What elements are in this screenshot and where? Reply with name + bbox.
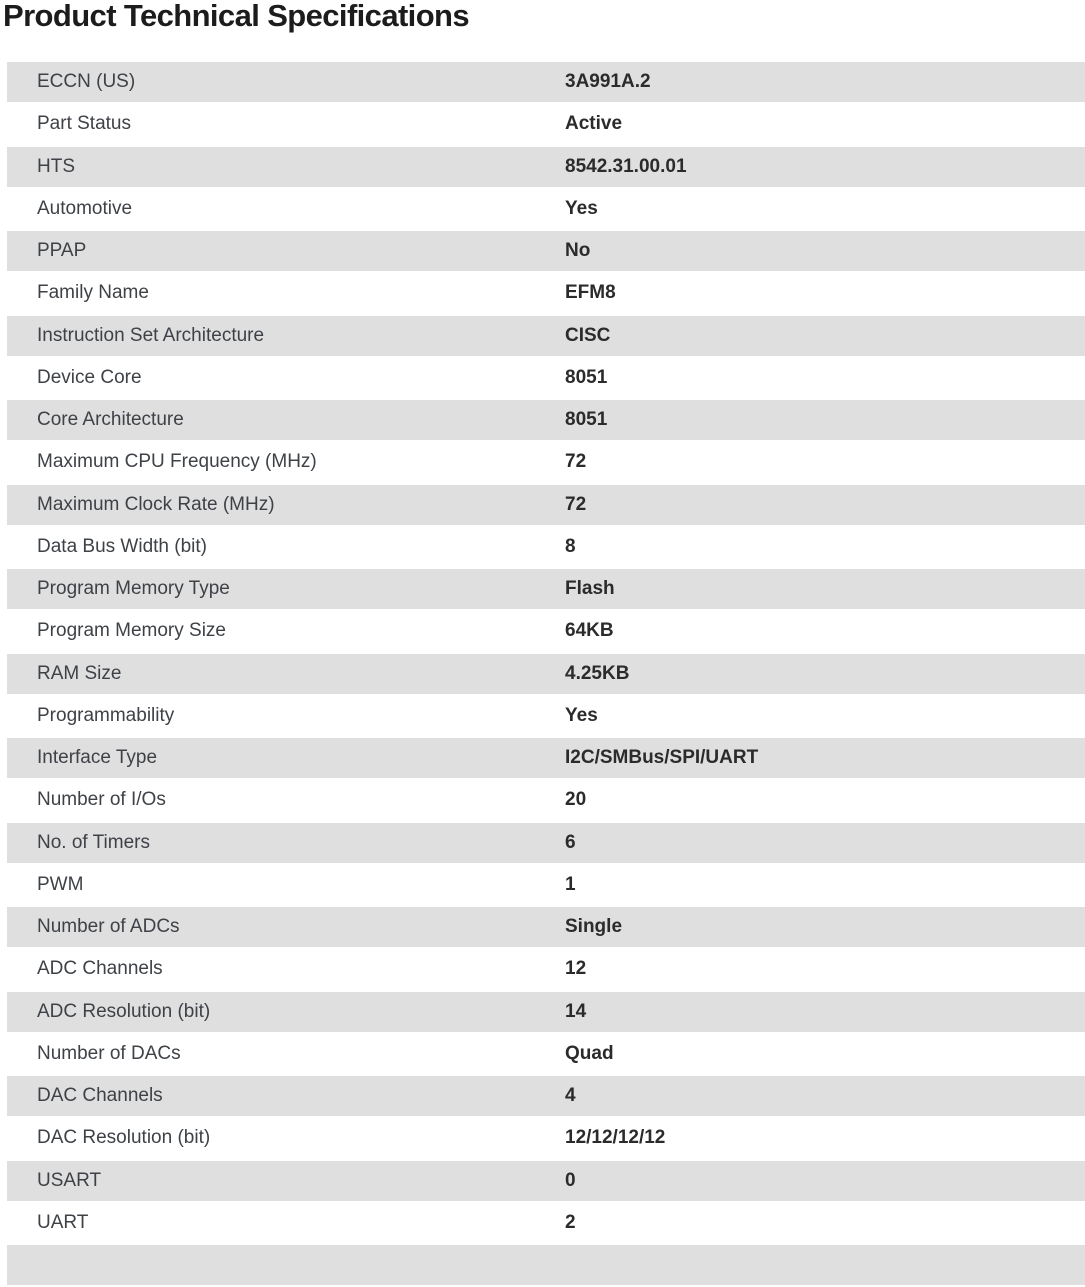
spec-row-label: ECCN (US): [37, 71, 136, 92]
spec-row-label: PPAP: [37, 240, 87, 261]
spec-row-value: 64KB: [565, 620, 614, 642]
spec-row-value: 12/12/12/12: [565, 1127, 666, 1149]
spec-row-label: DAC Channels: [37, 1085, 163, 1106]
spec-row-value: 0: [565, 1169, 576, 1191]
spec-row-label: UART: [37, 1211, 89, 1233]
table-row: [7, 611, 1085, 651]
spec-row-label: Family Name: [37, 282, 149, 304]
spec-row-value: 2: [565, 1211, 576, 1233]
table-row: [7, 62, 1085, 102]
spec-row-value: No: [565, 240, 591, 261]
table-row: [7, 907, 1085, 947]
spec-row-label: Number of I/Os: [37, 789, 166, 811]
page-title: Product Technical Specifications: [3, 0, 470, 33]
spec-row-label: Program Memory Size: [37, 620, 226, 642]
table-row: [7, 1203, 1085, 1243]
spec-row-value: CISC: [565, 324, 611, 346]
spec-row-value: 4.25KB: [565, 662, 630, 684]
spec-row-value: 20: [565, 789, 587, 811]
spec-row-label: ADC Resolution (bit): [37, 1000, 211, 1022]
spec-row-value: 3A991A.2: [565, 71, 651, 92]
table-row: [7, 569, 1085, 609]
spec-row-label: RAM Size: [37, 662, 122, 684]
spec-row-label: ADC Channels: [37, 958, 163, 980]
spec-row-label: No. of Timers: [37, 831, 150, 853]
table-row: [7, 231, 1085, 271]
spec-row-value: Quad: [565, 1042, 614, 1064]
table-row: [7, 654, 1085, 694]
spec-row-value: Yes: [565, 704, 598, 726]
table-row: [7, 780, 1085, 820]
spec-row-label: Interface Type: [37, 747, 158, 768]
spec-row-value: 72: [565, 493, 587, 515]
table-row: [7, 442, 1085, 482]
spec-row-label: DAC Resolution (bit): [37, 1127, 211, 1149]
spec-row-value: 8: [565, 535, 576, 557]
table-row: [7, 527, 1085, 567]
spec-row-label: Automotive: [37, 197, 133, 219]
spec-row-label: Data Bus Width (bit): [37, 535, 207, 557]
spec-row-value: 12: [565, 958, 587, 980]
spec-row-value: EFM8: [565, 282, 616, 304]
table-row-partial: [7, 1245, 1085, 1285]
table-row: [7, 992, 1085, 1032]
spec-row-value: 14: [565, 1000, 587, 1022]
spec-row-label: Core Architecture: [37, 409, 184, 430]
table-row: [7, 1076, 1085, 1116]
spec-row-label: Part Status: [37, 113, 131, 135]
table-row: [7, 104, 1085, 144]
spec-row-value: 6: [565, 831, 576, 853]
spec-row-value: 4: [565, 1085, 576, 1106]
spec-row-value: I2C/SMBus/SPI/UART: [565, 747, 759, 768]
table-row: [7, 1034, 1085, 1074]
spec-row-label: Instruction Set Architecture: [37, 324, 265, 346]
spec-row-value: 8051: [565, 409, 608, 430]
spec-row-value: Flash: [565, 578, 615, 599]
spec-row-value: 8051: [565, 366, 608, 388]
table-row: [7, 823, 1085, 863]
spec-row-label: Programmability: [37, 704, 175, 726]
table-row: [7, 1118, 1085, 1158]
table-row: [7, 949, 1085, 989]
spec-row-label: PWM: [37, 873, 84, 895]
product-specifications-table: [7, 62, 1085, 1287]
table-row: [7, 358, 1085, 398]
table-row: [7, 316, 1085, 356]
spec-row-value: Single: [565, 916, 623, 937]
table-row: [7, 400, 1085, 440]
spec-row-label: HTS: [37, 155, 75, 177]
spec-row-value: 72: [565, 451, 587, 473]
spec-row-label: Number of ADCs: [37, 916, 180, 937]
table-row: [7, 1161, 1085, 1201]
table-row: [7, 865, 1085, 905]
spec-row-value: 1: [565, 873, 576, 895]
table-row: [7, 485, 1085, 525]
table-row: [7, 147, 1085, 187]
spec-row-value: 8542.31.00.01: [565, 155, 687, 177]
table-row: [7, 738, 1085, 778]
table-row: [7, 273, 1085, 313]
spec-row-label: Number of DACs: [37, 1042, 181, 1064]
table-row: [7, 696, 1085, 736]
table-row: [7, 189, 1085, 229]
spec-row-label: USART: [37, 1169, 102, 1191]
spec-row-value: Active: [565, 113, 623, 135]
spec-row-label: Maximum Clock Rate (MHz): [37, 493, 275, 515]
spec-row-label: Maximum CPU Frequency (MHz): [37, 451, 317, 473]
spec-row-label: Program Memory Type: [37, 578, 230, 599]
spec-row-label: Device Core: [37, 366, 142, 388]
spec-row-value: Yes: [565, 197, 598, 219]
